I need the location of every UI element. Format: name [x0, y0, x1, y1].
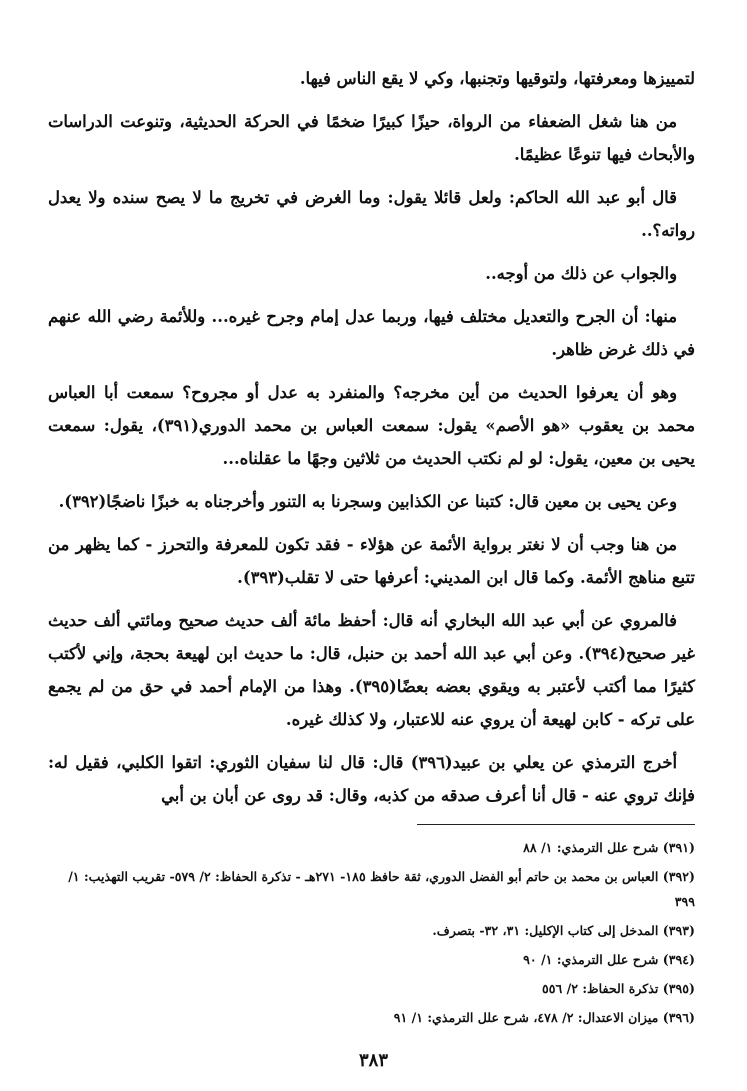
body-text: [48, 62, 695, 812]
footnote-396: (٣٩٦) ميزان الاعتدال: ٢/ ٤٧٨، شرح علل الترمذي: ١/ ٩١: [393, 1010, 695, 1025]
paragraph-3: قال أبو عبد الله الحاكم: ولعل قائلا يقول: وما الغرض في تخريج ما لا يصح سنده ولا يعدل رواته؟..: [48, 188, 695, 240]
footnote-391: (٣٩١) شرح علل الترمذي: ١/ ٨٨: [523, 840, 695, 855]
footnote-392: (٣٩٢) العباس بن محمد بن حاتم أبو الفضل الدوري، ثقة حافظ ١٨٥- ٢٧١هـ - تذكرة الحفاظ: ٢/ ٥٧٩- تقريب التهذيب: ١/ ٣٩٩: [68, 869, 695, 909]
paragraph-8: من هنا وجب أن لا نغتر برواية الأئمة عن هؤلاء - فقد تكون للمعرفة والتحرز - كما يظهر من تتبع مناهج الأئمة. وكما قال ابن المديني: أعرفها حتى لا تقلب(٣٩٣).: [48, 535, 695, 587]
paragraph-2: من هنا شغل الضعفاء من الرواة، حيزًا كبيرًا ضخمًا في الحركة الحديثية، وتنوعت الدراسات والأبحاث فيها تنوعًا عظيمًا.: [48, 112, 695, 164]
page-number: ٣٨٣: [358, 1050, 388, 1071]
footnote-393: (٣٩٣) المدخل إلى كتاب الإكليل: ٣١، ٣٢- بتصرف.: [432, 923, 695, 938]
footnote-395: (٣٩٥) تذكرة الحفاظ: ٢/ ٥٥٦: [541, 981, 695, 996]
footnotes: [48, 835, 695, 1030]
paragraph-5: منها: أن الجرح والتعديل مختلف فيها، وربما عدل إمام وجرح غيره... وللأئمة رضي الله عنهم في ذلك غرض ظاهر.: [48, 307, 695, 359]
paragraph-1: لتمييزها ومعرفتها، ولتوقيها وتجنبها، وكي لا يقع الناس فيها.: [299, 69, 695, 88]
paragraph-6: وهو أن يعرفوا الحديث من أين مخرجه؟ والمنفرد به عدل أو مجروح؟ سمعت أبا العباس محمد بن يعقوب «هو الأصم» يقول: سمعت العباس بن محمد الدوري(٣٩١)، يقول: سمعت يحيى بن معين، يقول: لو لم نكتب الحديث من ثلاثين وجهًا ما عقلناه...: [48, 383, 696, 468]
paragraph-7: وعن يحيى بن معين قال: كتبنا عن الكذابين وسجرنا به التنور وأخرجناه به خبزًا ناضجًا(٣٩٢).: [58, 492, 677, 511]
footnote-394: (٣٩٤) شرح علل الترمذي: ١/ ٩٠: [523, 952, 695, 967]
paragraph-10: أخرج الترمذي عن يعلي بن عبيد(٣٩٦) قال: قال لنا سفيان الثوري: اتقوا الكلبي، فقيل له: فإنك تروي عنه - قال أنا أعرف صدقه من كذبه، وقال: قد روى عن أبان بن أبي: [48, 753, 695, 805]
paragraph-9: فالمروي عن أبي عبد الله البخاري أنه قال: أحفظ مائة ألف حديث صحيح ومائتي ألف حديث غير صحيح(٣٩٤). وعن أبي عبد الله أحمد بن حنبل، قال: ما حديث ابن لهيعة بحجة، وإني لأكتب كثيرًا مما أكتب لأعتبر به ويقوي بعضه بعضًا(٣٩٥). وهذا من الإمام أحمد في حق من لم يجمع على تركه - كابن لهيعة أن يروي عنه للاعتبار، ولا كذلك غيره.: [48, 611, 695, 729]
footnote-separator: [417, 824, 695, 825]
paragraph-4: والجواب عن ذلك من أوجه..: [485, 264, 677, 283]
